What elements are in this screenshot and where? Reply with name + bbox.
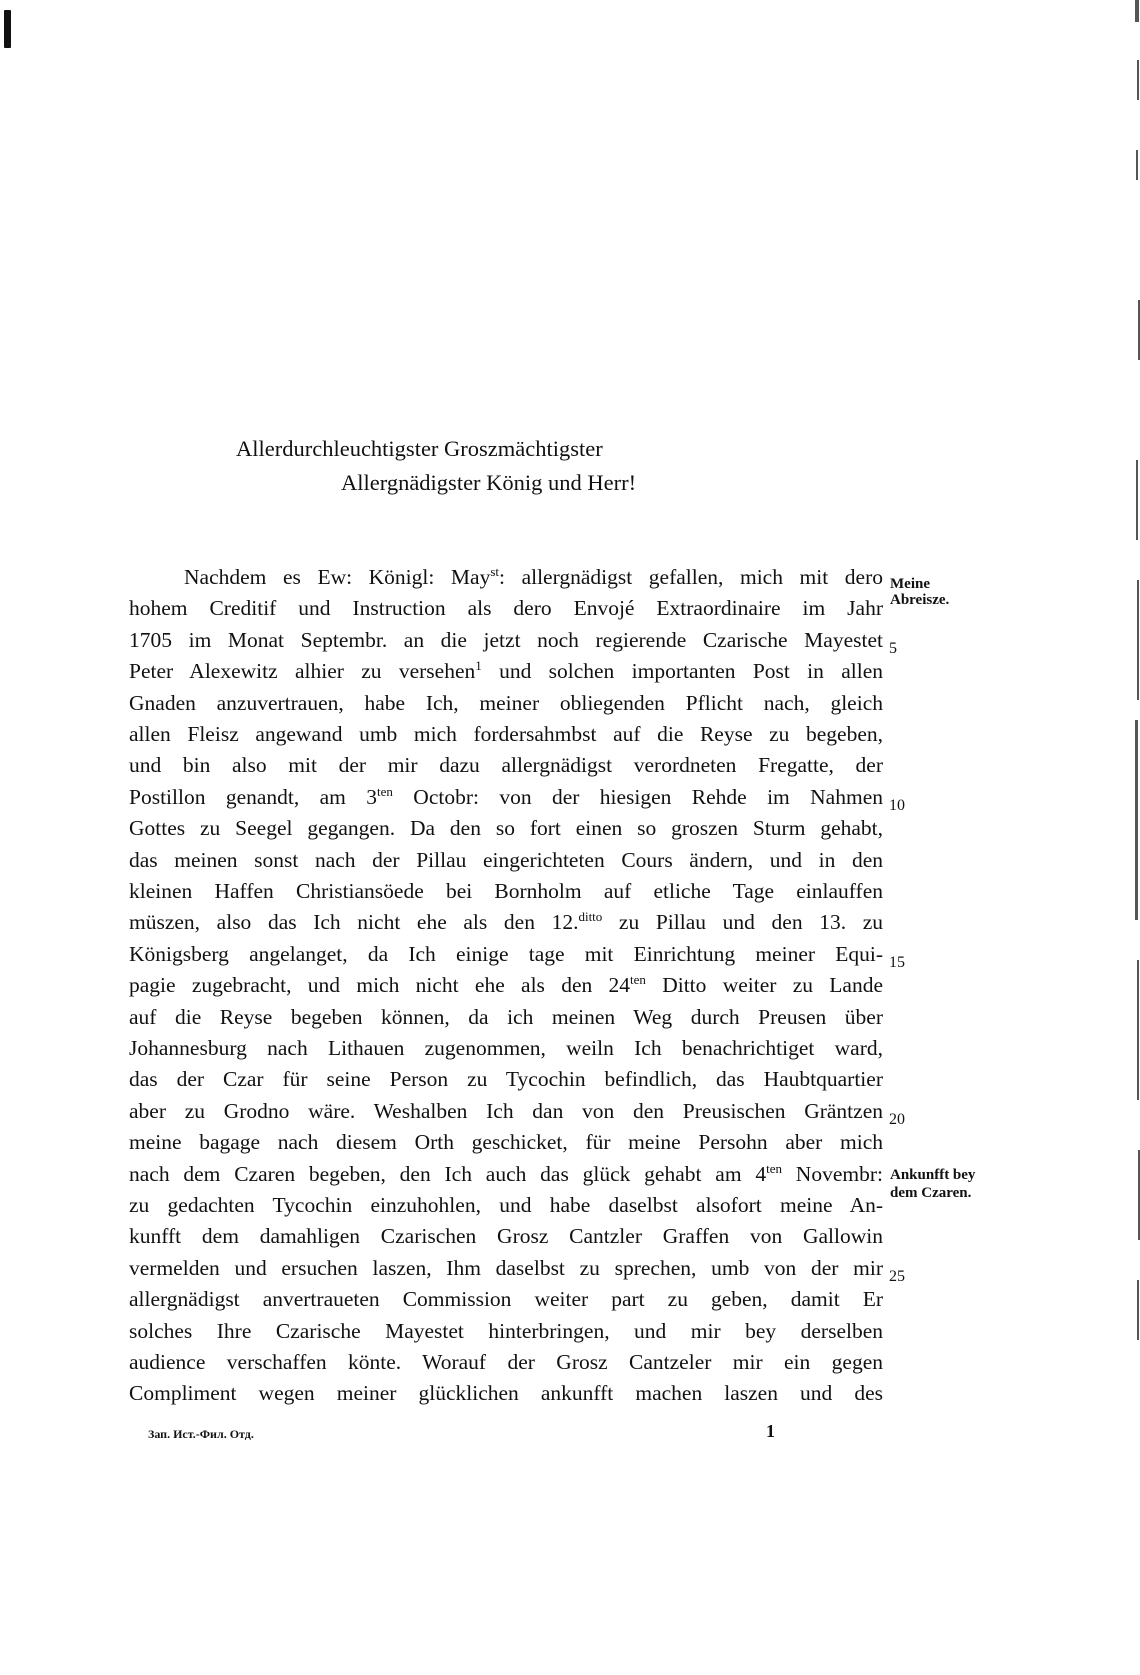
text-segment: Johannesburg nach Lithauen zugenommen, weiln Ich benachrichtiget ward, — [129, 1036, 883, 1060]
page-number: 1 — [766, 1421, 775, 1441]
scan-edge-noise — [1126, 0, 1140, 1675]
text-segment: 1705 im Monat Septembr. an die jetzt noch regierende Czarische Mayestet — [129, 627, 883, 652]
line-number: 25 — [889, 1268, 905, 1285]
text-segment: und solchen importanten Post in allen — [481, 659, 884, 684]
salutation-line-1: Allerdurchleuchtigster Groszmächtigster — [236, 436, 603, 461]
superscript: ten — [377, 783, 393, 799]
text-line — [129, 1096, 883, 1126]
salutation-line-2: Allergnädigster König und Herr! — [341, 470, 637, 495]
text-line — [129, 813, 883, 843]
text-segment: Postillon genandt, am 3 — [129, 784, 378, 809]
text-segment: Nachdem es Ew: Königl: May — [184, 565, 491, 589]
text-segment: allen Fleisz angewand umb mich fordersahmbst auf die Reyse zu begeben, — [129, 722, 883, 746]
text-segment: kunfft dem damahligen Czarischen Grosz Cantzler Graffen von Gallowin — [129, 1224, 883, 1249]
text-line — [129, 876, 883, 906]
superscript: ten — [766, 1160, 782, 1176]
text-line — [129, 1221, 883, 1251]
text-line — [129, 939, 883, 969]
text-line — [129, 1347, 883, 1377]
text-line — [129, 1253, 883, 1283]
text-line — [129, 593, 883, 623]
text-segment: auf die Reyse begeben können, da ich meinen Weg durch Preusen über — [129, 1004, 883, 1029]
text-segment: : allergnädigst gefallen, mich mit dero — [499, 565, 884, 589]
text-segment: das der Czar für seine Person zu Tycochin befindlich, das Haubtquartier — [129, 1067, 883, 1092]
line-number: 5 — [889, 640, 897, 657]
text-segment: Ditto weiter zu Lande — [645, 973, 883, 998]
text-segment: Novembr: — [782, 1161, 883, 1186]
text-segment: müszen, also das Ich nicht ehe als den 12. — [129, 910, 579, 935]
text-segment: Königsberg angelanget, da Ich einige tage mit Einrichtung meiner Equi- — [129, 941, 883, 966]
text-segment: Octobr: von der hiesigen Rehde im Nahmen — [392, 784, 883, 809]
text-line — [129, 1033, 883, 1063]
text-line — [129, 1316, 883, 1346]
text-segment: kleinen Haffen Christiansöede bei Bornholm auf etliche Tage einlauffen — [129, 879, 883, 903]
text-segment: Peter Alexewitz alhier zu versehen — [129, 659, 476, 684]
margin-note-departure — [890, 575, 949, 609]
text-segment: vermelden und ersuchen laszen, Ihm daselbst zu sprechen, umb von der mir — [129, 1255, 883, 1280]
text-segment: solches Ihre Czarische Mayestet hinterbringen, und mir bey derselben — [129, 1318, 883, 1343]
superscript: ditto — [578, 909, 603, 925]
margin-note-line: Abreisze. — [890, 592, 950, 608]
text-segment: zu gedachten Tycochin einzuhohlen, und habe daselbst alsofort meine An- — [129, 1193, 883, 1217]
text-line — [129, 1284, 883, 1314]
text-line — [129, 782, 883, 812]
text-segment: pagie zugebracht, und mich nicht ehe als den 24 — [129, 973, 631, 998]
superscript: st — [490, 564, 500, 579]
text-segment: aber zu Grodno wäre. Weshalben Ich dan von den Preusischen Gräntzen — [129, 1098, 883, 1123]
text-line — [129, 1127, 883, 1157]
text-line — [129, 1190, 883, 1220]
text-segment: meine bagage nach diesem Orth geschicket, für meine Persohn aber mich — [129, 1130, 883, 1155]
text-line — [129, 1159, 883, 1189]
text-line — [129, 1378, 883, 1408]
text-segment: das meinen sonst nach der Pillau eingerichteten Cours ändern, und in den — [129, 847, 883, 872]
line-number: 10 — [889, 797, 905, 814]
margin-note-line: dem Czaren. — [890, 1185, 972, 1201]
text-line — [129, 656, 883, 686]
text-segment: zu Pillau und den 13. zu — [602, 910, 883, 935]
text-segment: Gottes zu Seegel gegangen. Da den so fort einen so groszen Sturm gehabt, — [129, 816, 883, 841]
text-segment: Compliment wegen meiner glücklichen ankunfft machen laszen und des — [129, 1381, 883, 1406]
text-segment: und bin also mit der mir dazu allergnädigst verordneten Fregatte, der — [129, 753, 883, 778]
footer-signature: Зап. Ист.-Фил. Отд. — [148, 1427, 254, 1441]
superscript: 1 — [475, 658, 482, 674]
text-segment: audience verschaffen könte. Worauf der Grosz Cantzeler mir ein gegen — [129, 1350, 883, 1374]
text-line — [184, 562, 883, 592]
text-line — [129, 907, 883, 937]
margin-note-line: Meine — [890, 576, 930, 592]
text-segment: nach dem Czaren begeben, den Ich auch das glück gehabt am 4 — [129, 1161, 767, 1186]
superscript: ten — [630, 972, 646, 988]
text-line — [129, 845, 883, 875]
scan-edge-mark — [4, 10, 11, 48]
text-line — [129, 719, 883, 749]
text-line — [129, 1002, 883, 1032]
text-segment: hohem Creditif und Instruction als dero Envojé Extraordinaire im Jahr — [129, 596, 883, 621]
text-line — [129, 1064, 883, 1094]
margin-note-line: Ankunfft bey — [890, 1167, 976, 1183]
line-number: 15 — [889, 954, 905, 971]
line-number: 20 — [889, 1111, 905, 1128]
margin-note-arrival — [890, 1166, 975, 1202]
text-line — [129, 970, 883, 1000]
text-line — [129, 625, 883, 655]
text-segment: allergnädigst anvertraueten Commission weiter part zu geben, damit Er — [129, 1287, 883, 1312]
text-line — [129, 750, 883, 780]
text-line — [129, 688, 883, 718]
text-segment: Gnaden anzuvertrauen, habe Ich, meiner obliegenden Pflicht nach, gleich — [129, 690, 883, 715]
